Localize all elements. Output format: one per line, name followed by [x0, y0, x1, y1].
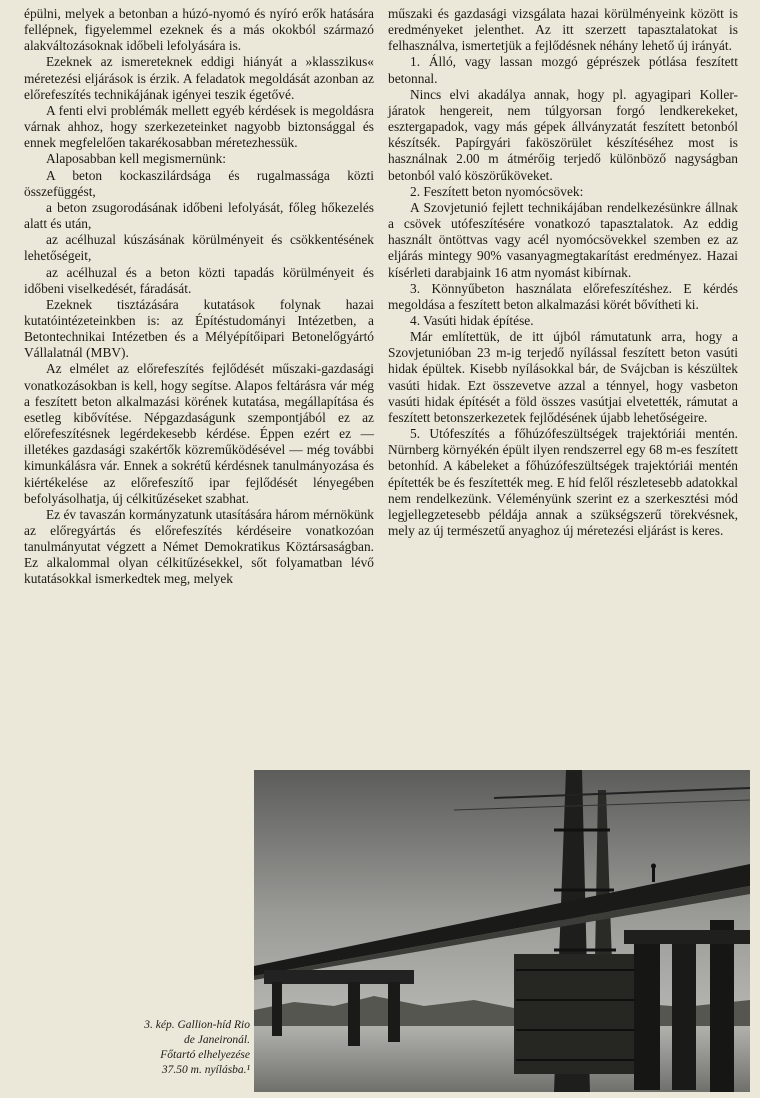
paragraph: A beton kockaszilárdsága és rugalmassága közti összefüggést, [24, 167, 374, 199]
caption-line: 3. kép. Gallion-híd Rio [144, 1019, 250, 1031]
paragraph: A fenti elvi problémák mellett egyéb kérdések is megoldásra várnak ahhoz, hogy szerkezeteinket nagyobb biztonsággal és ennek megfelelően takarékosabban méretezhessük. [24, 102, 374, 151]
caption-line: de Janeironál. [183, 1034, 250, 1046]
paragraph: A Szovjetunió fejlett technikájában rendelkezésünkre állnak a csövek utófeszítésére vonatkozó tapasztalatok. Az eddig használt öntöttvas vagy acél nyomócsövekkel szemben ez az eljárás mintegy 90% vasanyagmegtakarítást eredményez. Hazai kísérleti darabjaink 16 atm nyomást kibírnak. [388, 199, 738, 280]
right-text-column [388, 6, 738, 539]
paragraph: Ez év tavaszán kormányzatunk utasítására három mérnökünk az előregyártás és előrefeszítés kérdéseire vonatkozóan tanulmányutat végzett a Német Demokratikus Köztársaságban. Ez alkalommal olyan célkitűzésekkel, sőt folyamatban lévő kutatásokkal ismerkedtek meg, melyek [24, 506, 374, 587]
paragraph: műszaki és gazdasági vizsgálata hazai körülményeink között is eredményeket jelenthet. Az itt szerzett tapasztalatokat is felhasználva, ismertetjük a fejlődésnek néhány lehető új irányát. [388, 6, 738, 54]
paragraph: Az elmélet az előrefeszítés fejlődését műszaki-gazdasági vonatkozásokban is kell, hogy segítse. Alapos feltárásra vár még a feszített beton alkalmazási körének kutatása, megállapítása és esetleg kibővítése. Népgazdaságunk szempontjából ez az előrefeszítésnek legérdekesebb kérdése. Éppen ezért ez — illetékes gazdasági szakértők közreműködésével — még további kimunkálásra vár. Ennek a sokrétű kérdésnek tanulmányozása és kiértékelése az előrefeszítő ipar fejlődését lényegében befolyásolhatja, új célkitűzéseket szabhat. [24, 361, 374, 506]
paragraph: a beton zsugorodásának időbeni lefolyását, főleg hőkezelés alatt és után, [24, 199, 374, 232]
paragraph: Ezeknek az ismereteknek eddigi hiányát a »klasszikus« méretezési eljárások is érzik. A feladatok megoldását azonban az előrefeszítés technikájának igényei teszik égetővé. [24, 54, 374, 102]
bridge-photo-image [254, 770, 750, 1092]
photo-caption [60, 1018, 250, 1078]
paragraph: Ezeknek tisztázására kutatások folynak hazai kutatóintézeteinkben is: az Építéstudományi Intézetben, a Betontechnikai Intézetben és a Mélyépítőipari Betonelőgyártó Vállalatnál (MBV). [24, 296, 374, 361]
paragraph: 1. Álló, vagy lassan mozgó géprészek pótlása feszített betonnal. [388, 54, 738, 86]
paragraph: 2. Feszített beton nyomócsövek: [410, 183, 584, 199]
paragraph: az acélhuzal kúszásának körülményeit és csökkentésének lehetőségeit, [24, 232, 374, 264]
paragraph: 4. Vasúti hidak építése. [410, 312, 534, 328]
caption-line: 37.50 m. nyílásba.¹ [161, 1064, 250, 1076]
paragraph: Nincs elvi akadálya annak, hogy pl. agyagipari Koller-járatok hengereit, nem túlgyorsan forgó lendkerekeket, esztergapadok, vagy más gépek állványzatát feszített betonból készítsék. Papírgyári faköszörület készítéséhez most is használnak 2.00 m átmérőig terjedő különböző nagyságban betonból való köszörűköveket. [388, 86, 738, 183]
paragraph: 3. Könnyűbeton használata előrefeszítéshez. E kérdés megoldása a feszített beton alkalmazási körét bővítheti ki. [388, 280, 738, 312]
bridge-photo [254, 770, 750, 1092]
caption-line: Főtartó elhelyezése [160, 1049, 250, 1061]
paragraph: 5. Utófeszítés a főhúzófeszültségek trajektóriái mentén. Nürnberg környékén épült ilyen rendszerrel egy 68 m-es feszített betonhíd. A kábeleket a főhúzófeszültségek trajektóriái mentén építették be és feszítették meg. E híd felől részletesebb adatokkal nem rendelkezünk. Véleményünk szerint ez a szerkesztési mód legjellegzetesebb példája annak a szükségszerű törekvésnek, mely az új természetű anyaghoz új méretezési eljárást is keres. [388, 426, 738, 538]
paragraph: épülni, melyek a betonban a húzó-nyomó és nyíró erők hatására fellépnek, figyelemmel ezeknek és a más okokból származó alakváltozásoknak időbeli lefolyására is. [24, 6, 374, 54]
paragraph: Már említettük, de itt újból rámutatunk arra, hogy a Szovjetunióban 23 m-ig terjedő nyílással feszített beton vasúti hidak épültek. Kisebb nyílásokkal bár, de Svájcban is készültek vasúti hidak. Ezt összevetve azzal a ténnyel, hogy vasbeton vasúti hidak építését a föld összes vasútjai elvetették, rámutat a feszített betonszerkezetek fejlődésének újabb lehetőségeire. [388, 329, 738, 425]
left-text-column [24, 6, 374, 588]
paragraph: Alaposabban kell megismernünk: [46, 151, 226, 167]
paragraph: az acélhuzal és a beton közti tapadás körülményeit és időbeni viselkedését, fáradását. [24, 264, 374, 296]
